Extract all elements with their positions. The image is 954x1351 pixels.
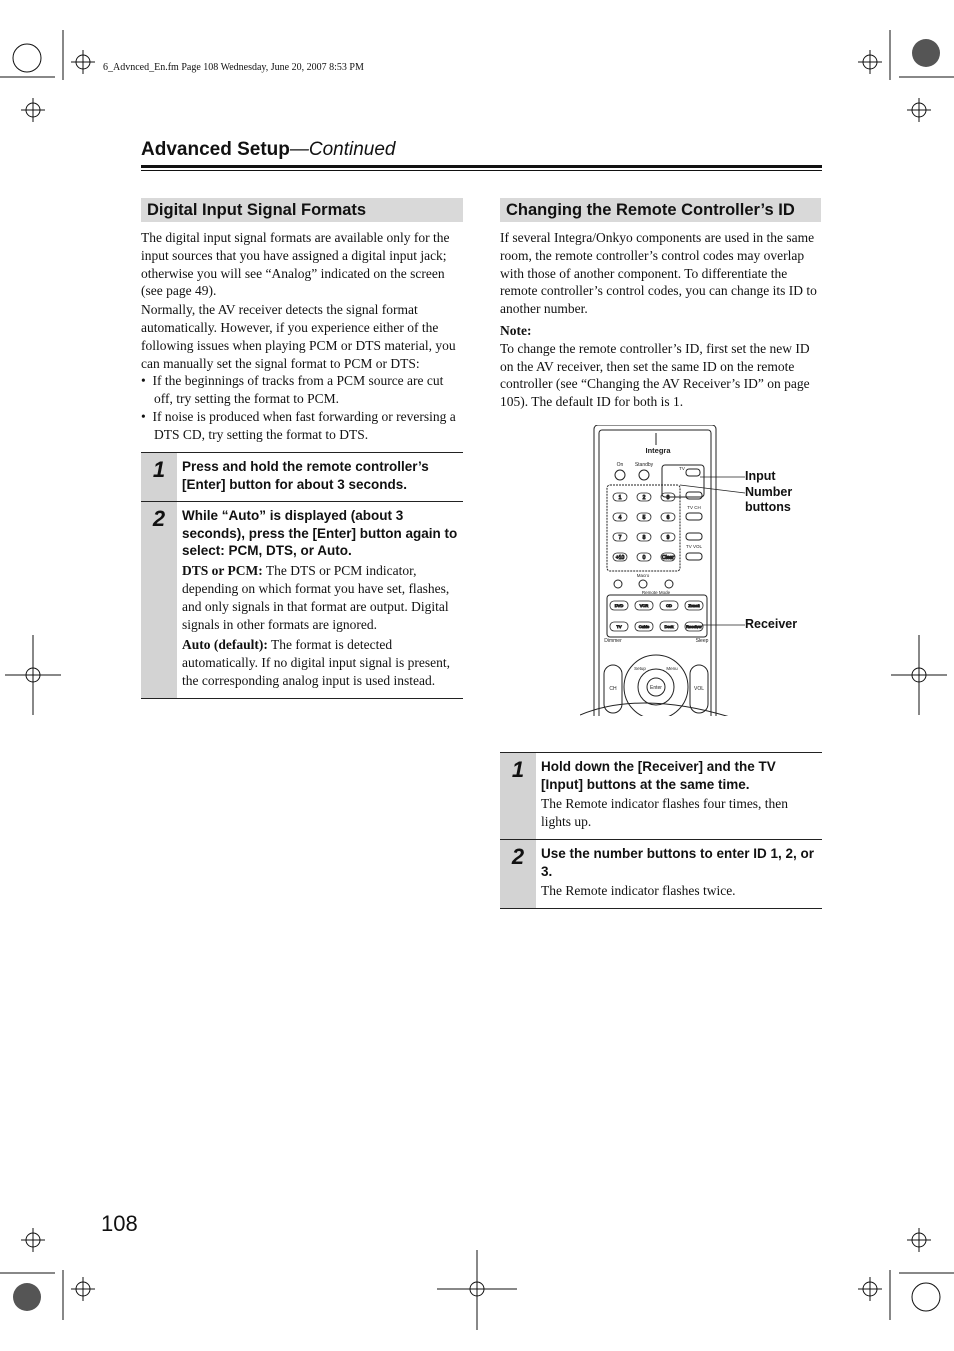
mode-button-label: VCR xyxy=(639,603,649,608)
mode-button-label: Receiver xyxy=(686,624,702,629)
step-instruction: Hold down the [Receiver] and the TV [Input] buttons at the same time. xyxy=(541,759,776,792)
number-button-label: 0 xyxy=(642,555,646,561)
step-row xyxy=(500,753,822,839)
file-info: 6_Advnced_En.fm Page 108 Wednesday, June 20, 2007 8:53 PM xyxy=(103,62,364,73)
callout-line: buttons xyxy=(745,500,791,514)
remote-label: Menu xyxy=(666,666,678,671)
step-body xyxy=(536,840,822,908)
number-button-label: 4 xyxy=(618,515,622,521)
header-rule xyxy=(141,165,822,168)
section-heading-remote-id: Changing the Remote Controller’s ID xyxy=(500,198,821,222)
number-button-label: 9 xyxy=(666,535,670,541)
mode-button-label: CD xyxy=(666,603,672,608)
number-buttons xyxy=(613,493,675,561)
remote-label: TV xyxy=(679,466,685,471)
step-instruction: Press and hold the remote controller’s [Enter] button for about 3 seconds. xyxy=(182,459,429,492)
note-label: Note: xyxy=(500,322,532,338)
header-rule-thin xyxy=(141,170,822,171)
bullet-text: If the beginnings of tracks from a PCM source are cut off, try setting the format to PCM. xyxy=(152,373,444,407)
step-instruction: Use the number buttons to enter ID 1, 2, or 3. xyxy=(541,846,815,879)
steps-digital-input xyxy=(141,452,463,699)
remote-label: CH xyxy=(609,686,617,692)
step-body xyxy=(177,502,463,698)
mode-button-label: Cable xyxy=(638,624,650,629)
paragraph: If several Integra/Onkyo components are used in the same room, the remote controller’s control codes may overlap with those of another component. To differentiate the remote controller’s control codes, you can change its ID to another number. xyxy=(500,230,817,317)
callout-input-number-buttons xyxy=(745,469,792,516)
step-number: 2 xyxy=(500,840,536,908)
remote-brand-logo: Integra xyxy=(645,446,671,455)
bullet-item: • If the beginnings of tracks from a PCM source are cut off, try setting the format to PCM. xyxy=(141,373,444,407)
remote-label: TV CH xyxy=(687,505,701,510)
number-button-label: 8 xyxy=(642,535,646,541)
bullet-item: • If noise is produced when fast forwarding or reversing a DTS CD, try setting the format to DTS. xyxy=(141,408,456,442)
remote-controller-figure xyxy=(580,425,830,725)
header-title: Advanced Setup xyxy=(141,139,290,160)
paragraph: The digital input signal formats are available only for the input sources that you have assigned a digital input jack; otherwise you will see “Analog” indicated on the screen (see page 49). xyxy=(141,230,450,299)
number-button-label: 2 xyxy=(642,495,646,501)
header-continued: —Continued xyxy=(289,139,396,160)
callout-line: Number xyxy=(745,484,793,499)
step-detail xyxy=(182,636,459,690)
bullet-text: If noise is produced when fast forwarding or reversing a DTS CD, try setting the format to DTS. xyxy=(152,408,456,442)
page-header xyxy=(141,139,396,161)
number-button-label: 7 xyxy=(618,535,622,541)
step-row xyxy=(141,501,463,698)
remote-label: Enter xyxy=(650,685,662,691)
note-text: To change the remote controller’s ID, first set the new ID on the AV receiver, then set the same ID on the remote controller (see “Changing the AV Receiver’s ID” on page 105). The default ID for both is 1. xyxy=(500,340,810,410)
step-detail xyxy=(182,562,459,634)
number-button-label: 5 xyxy=(642,515,646,521)
remote-label: VOL xyxy=(693,686,705,692)
remote-label: Setup xyxy=(634,666,646,671)
remote-label: Sleep xyxy=(695,638,709,644)
mode-button-label: TV xyxy=(616,624,622,629)
step-body xyxy=(177,453,463,501)
step-number: 1 xyxy=(141,453,177,501)
mode-button-label: DVD xyxy=(614,603,624,608)
left-column-text xyxy=(141,229,463,444)
mode-button-label: Zone2 xyxy=(688,603,700,608)
remote-label: On xyxy=(616,462,624,468)
number-button-label: Clear xyxy=(662,555,674,561)
step-number: 2 xyxy=(141,502,177,698)
paragraph: Normally, the AV receiver detects the signal format automatically. However, if you experience either of the following issues when playing PCM or DTS material, you can manually set the signal format to PCM or DTS: xyxy=(141,302,456,371)
step-detail: The Remote indicator flashes twice. xyxy=(541,883,736,898)
remote-label: Standby xyxy=(634,462,654,468)
mode-button-label: Dock xyxy=(664,624,674,629)
steps-remote-id xyxy=(500,752,822,909)
number-button-label: +10 xyxy=(615,555,625,561)
number-button-label: 1 xyxy=(618,495,622,501)
detail-label: Auto (default): xyxy=(182,636,268,652)
mode-buttons xyxy=(610,601,703,631)
remote-label: Macro xyxy=(636,573,650,578)
detail-label: DTS or PCM: xyxy=(182,562,263,578)
step-row xyxy=(141,453,463,501)
number-button-label: 3 xyxy=(666,495,670,501)
step-number: 1 xyxy=(500,753,536,839)
step-row xyxy=(500,839,822,908)
number-button-label: 6 xyxy=(666,515,670,521)
remote-label: TV VOL xyxy=(685,544,703,549)
step-body xyxy=(536,753,822,839)
remote-label: Dimmer xyxy=(604,638,622,644)
step-detail: The Remote indicator flashes four times, then lights up. xyxy=(541,796,789,829)
page-number: 108 xyxy=(101,1211,138,1236)
callout-receiver: Receiver xyxy=(745,617,798,631)
section-heading-digital-input: Digital Input Signal Formats xyxy=(141,198,463,222)
step-instruction: While “Auto” is displayed (about 3 seconds), press the [Enter] button again to select: PCM, DTS, or Auto. xyxy=(182,508,458,558)
detail-text: The format is detected automatically. If no digital input signal is present, the corresponding analog input is used instead. xyxy=(182,636,450,688)
detail-text: The DTS or PCM indicator, depending on which format you have set, flashes, and only signals in that format are output. Digital signals in other formats are ignored. xyxy=(182,562,450,632)
callout-line: Input xyxy=(745,469,776,483)
remote-label: Remote Mode xyxy=(641,590,671,595)
right-column-text xyxy=(500,229,822,411)
